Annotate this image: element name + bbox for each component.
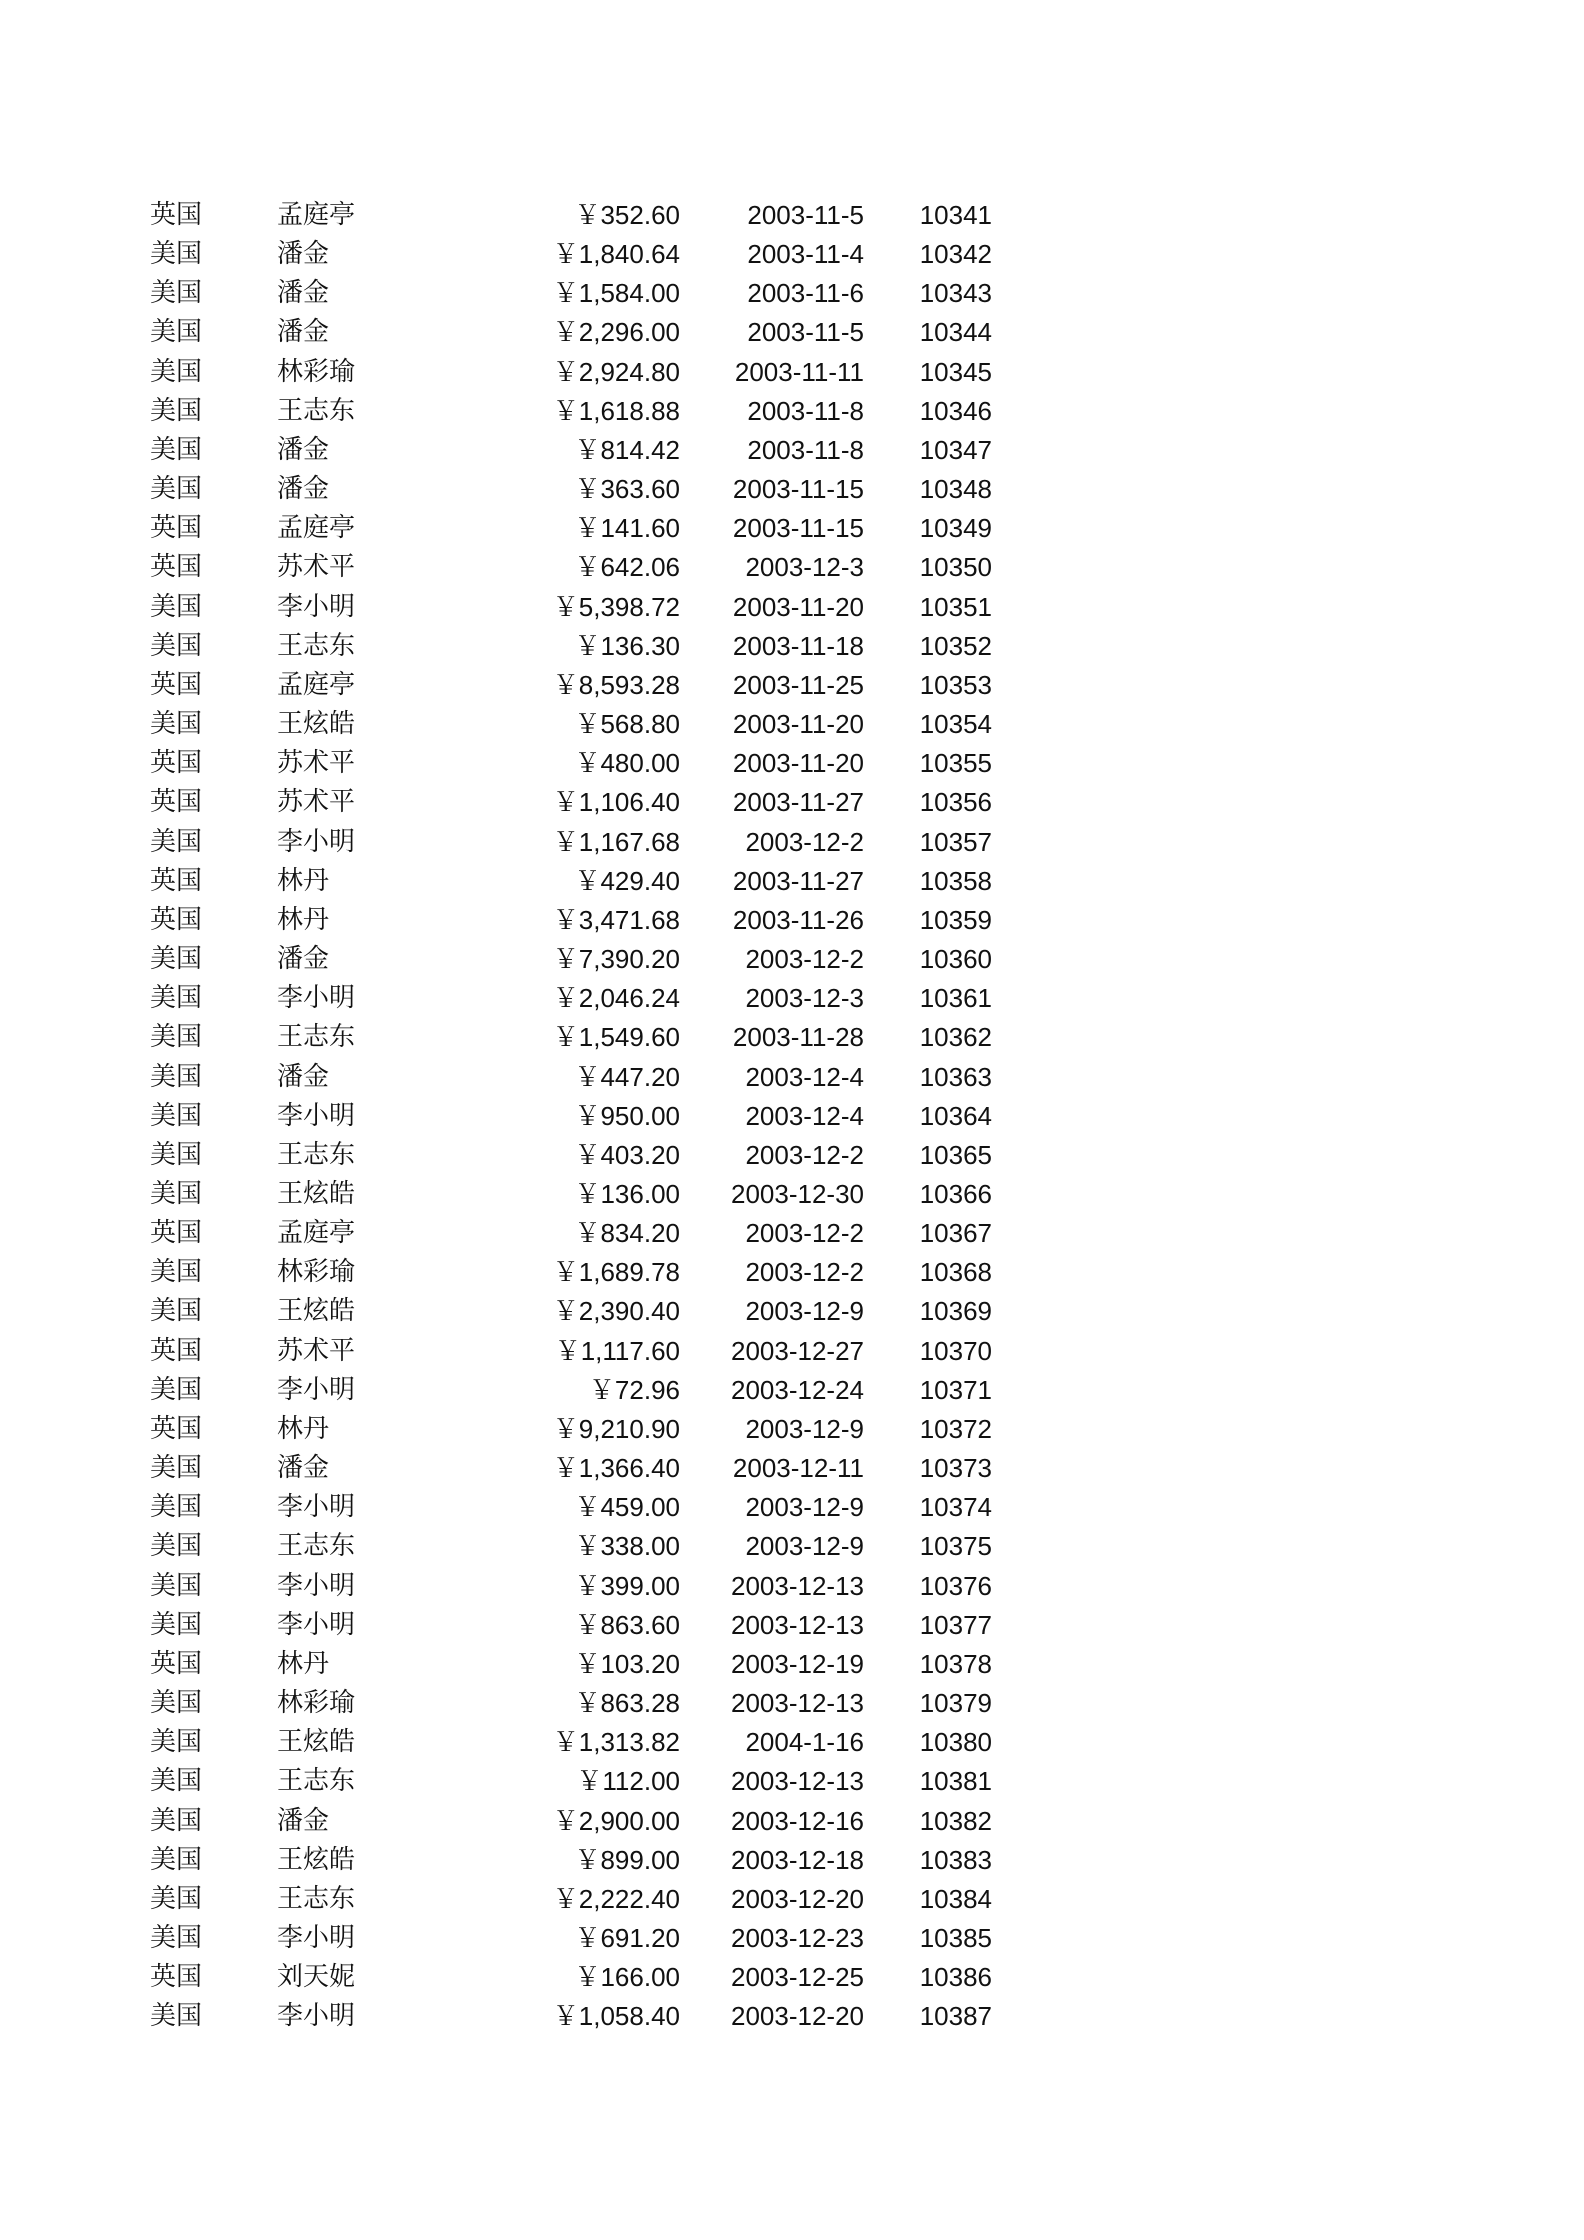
order-date-cell: 2003-11-26 (732, 905, 864, 935)
country-cell: 美国 (150, 239, 203, 269)
order-id-cell: 10360 (919, 944, 992, 974)
order-date-cell: 2003-12-2 (745, 1257, 864, 1287)
salesperson-cell: 李小明 (277, 1610, 356, 1640)
amount-cell: ￥834.20 (574, 1218, 680, 1248)
country-cell: 英国 (150, 1962, 203, 1992)
country-cell: 美国 (150, 1375, 203, 1405)
order-date-cell: 2003-12-4 (745, 1101, 864, 1131)
order-id-cell: 10348 (919, 474, 992, 504)
amount-cell: ￥1,313.82 (552, 1727, 680, 1757)
country-cell: 英国 (150, 748, 203, 778)
table-row (0, 1958, 1584, 1997)
country-cell: 美国 (150, 709, 203, 739)
amount-cell: ￥9,210.90 (552, 1414, 680, 1444)
table-row (0, 1997, 1584, 2036)
country-cell: 英国 (150, 670, 203, 700)
country-cell: 英国 (150, 1649, 203, 1679)
table-row (0, 783, 1584, 822)
salesperson-cell: 林彩瑜 (277, 357, 356, 387)
country-cell: 美国 (150, 1884, 203, 1914)
country-cell: 英国 (150, 513, 203, 543)
amount-cell: ￥480.00 (574, 748, 680, 778)
order-date-cell: 2003-11-20 (732, 592, 864, 622)
salesperson-cell: 王炫皓 (277, 1296, 356, 1326)
salesperson-cell: 潘金 (277, 944, 330, 974)
order-id-cell: 10343 (919, 278, 992, 308)
table-row (0, 1292, 1584, 1331)
table-row (0, 1136, 1584, 1175)
order-date-cell: 2003-12-2 (745, 827, 864, 857)
order-id-cell: 10384 (919, 1884, 992, 1914)
order-id-cell: 10361 (919, 983, 992, 1013)
order-id-cell: 10346 (919, 396, 992, 426)
amount-cell: ￥1,840.64 (552, 239, 680, 269)
order-id-cell: 10371 (919, 1375, 992, 1405)
salesperson-cell: 孟庭亭 (277, 200, 356, 230)
amount-cell: ￥5,398.72 (552, 592, 680, 622)
table-row (0, 235, 1584, 274)
table-row (0, 666, 1584, 705)
country-cell: 美国 (150, 1140, 203, 1170)
table-row (0, 627, 1584, 666)
table-row (0, 1880, 1584, 1919)
country-cell: 英国 (150, 787, 203, 817)
country-cell: 美国 (150, 1923, 203, 1953)
order-id-cell: 10352 (919, 631, 992, 661)
order-date-cell: 2003-11-27 (732, 787, 864, 817)
country-cell: 美国 (150, 1806, 203, 1836)
country-cell: 美国 (150, 1296, 203, 1326)
amount-cell: ￥399.00 (574, 1571, 680, 1601)
amount-cell: ￥863.60 (574, 1610, 680, 1640)
order-id-cell: 10380 (919, 1727, 992, 1757)
salesperson-cell: 李小明 (277, 1101, 356, 1131)
amount-cell: ￥1,117.60 (554, 1336, 680, 1366)
amount-cell: ￥103.20 (574, 1649, 680, 1679)
amount-cell: ￥814.42 (574, 435, 680, 465)
amount-cell: ￥429.40 (574, 866, 680, 896)
order-date-cell: 2003-12-20 (731, 2001, 864, 2031)
salesperson-cell: 王志东 (277, 396, 356, 426)
order-id-cell: 10383 (919, 1845, 992, 1875)
country-cell: 美国 (150, 1062, 203, 1092)
order-date-cell: 2003-12-3 (745, 983, 864, 1013)
salesperson-cell: 孟庭亭 (277, 1218, 356, 1248)
salesperson-cell: 王志东 (277, 1884, 356, 1914)
table-row (0, 1332, 1584, 1371)
country-cell: 美国 (150, 2001, 203, 2031)
order-id-cell: 10375 (919, 1531, 992, 1561)
amount-cell: ￥459.00 (574, 1492, 680, 1522)
amount-cell: ￥72.96 (588, 1375, 680, 1405)
order-date-cell: 2003-11-20 (732, 709, 864, 739)
order-date-cell: 2003-11-15 (732, 474, 864, 504)
amount-cell: ￥1,584.00 (552, 278, 680, 308)
order-date-cell: 2003-12-13 (731, 1610, 864, 1640)
order-id-cell: 10363 (919, 1062, 992, 1092)
salesperson-cell: 林丹 (277, 905, 330, 935)
country-cell: 美国 (150, 944, 203, 974)
order-date-cell: 2004-1-16 (745, 1727, 864, 1757)
country-cell: 英国 (150, 866, 203, 896)
order-id-cell: 10372 (919, 1414, 992, 1444)
order-id-cell: 10378 (919, 1649, 992, 1679)
table-row (0, 431, 1584, 470)
table-row (0, 196, 1584, 235)
order-id-cell: 10365 (919, 1140, 992, 1170)
order-id-cell: 10342 (919, 239, 992, 269)
country-cell: 美国 (150, 1845, 203, 1875)
order-id-cell: 10357 (919, 827, 992, 857)
order-date-cell: 2003-11-11 (734, 357, 864, 387)
table-row (0, 705, 1584, 744)
salesperson-cell: 孟庭亭 (277, 513, 356, 543)
table-row (0, 1253, 1584, 1292)
order-id-cell: 10353 (919, 670, 992, 700)
order-id-cell: 10382 (919, 1806, 992, 1836)
table-row (0, 901, 1584, 940)
order-date-cell: 2003-12-25 (731, 1962, 864, 1992)
country-cell: 美国 (150, 317, 203, 347)
amount-cell: ￥447.20 (574, 1062, 680, 1092)
amount-cell: ￥1,167.68 (552, 827, 680, 857)
order-id-cell: 10345 (919, 357, 992, 387)
table-row (0, 1802, 1584, 1841)
table-row (0, 1919, 1584, 1958)
table-row (0, 1449, 1584, 1488)
salesperson-cell: 刘天妮 (277, 1962, 356, 1992)
order-date-cell: 2003-12-19 (731, 1649, 864, 1679)
table-row (0, 470, 1584, 509)
order-date-cell: 2003-12-4 (745, 1062, 864, 1092)
country-cell: 美国 (150, 396, 203, 426)
salesperson-cell: 王志东 (277, 1531, 356, 1561)
order-id-cell: 10368 (919, 1257, 992, 1287)
salesperson-cell: 王炫皓 (277, 1845, 356, 1875)
country-cell: 美国 (150, 1101, 203, 1131)
table-row (0, 1567, 1584, 1606)
order-date-cell: 2003-11-5 (747, 200, 864, 230)
order-date-cell: 2003-11-18 (732, 631, 864, 661)
table-row (0, 823, 1584, 862)
amount-cell: ￥899.00 (574, 1845, 680, 1875)
salesperson-cell: 林丹 (277, 866, 330, 896)
salesperson-cell: 林丹 (277, 1649, 330, 1679)
amount-cell: ￥2,390.40 (552, 1296, 680, 1326)
order-id-cell: 10341 (919, 200, 992, 230)
amount-cell: ￥136.00 (574, 1179, 680, 1209)
order-date-cell: 2003-12-11 (732, 1453, 864, 1483)
amount-cell: ￥863.28 (574, 1688, 680, 1718)
amount-cell: ￥352.60 (574, 200, 680, 230)
salesperson-cell: 李小明 (277, 2001, 356, 2031)
order-date-cell: 2003-12-2 (745, 1140, 864, 1170)
country-cell: 美国 (150, 1688, 203, 1718)
salesperson-cell: 李小明 (277, 1492, 356, 1522)
order-id-cell: 10351 (919, 592, 992, 622)
table-row (0, 274, 1584, 313)
table-row (0, 1762, 1584, 1801)
order-id-cell: 10366 (919, 1179, 992, 1209)
salesperson-cell: 潘金 (277, 1806, 330, 1836)
country-cell: 美国 (150, 827, 203, 857)
order-id-cell: 10373 (919, 1453, 992, 1483)
order-date-cell: 2003-12-24 (731, 1375, 864, 1405)
salesperson-cell: 潘金 (277, 1453, 330, 1483)
table-row (0, 1723, 1584, 1762)
country-cell: 英国 (150, 1218, 203, 1248)
order-id-cell: 10385 (919, 1923, 992, 1953)
amount-cell: ￥7,390.20 (552, 944, 680, 974)
order-date-cell: 2003-11-5 (747, 317, 864, 347)
order-id-cell: 10370 (919, 1336, 992, 1366)
salesperson-cell: 潘金 (277, 278, 330, 308)
country-cell: 英国 (150, 1336, 203, 1366)
country-cell: 英国 (150, 905, 203, 935)
amount-cell: ￥642.06 (574, 552, 680, 582)
order-date-cell: 2003-11-4 (747, 239, 864, 269)
amount-cell: ￥1,106.40 (552, 787, 680, 817)
order-id-cell: 10344 (919, 317, 992, 347)
country-cell: 美国 (150, 1179, 203, 1209)
salesperson-cell: 王志东 (277, 1766, 356, 1796)
salesperson-cell: 林彩瑜 (277, 1257, 356, 1287)
amount-cell: ￥2,296.00 (552, 317, 680, 347)
salesperson-cell: 潘金 (277, 317, 330, 347)
amount-cell: ￥338.00 (574, 1531, 680, 1561)
table-row (0, 744, 1584, 783)
order-date-cell: 2003-12-9 (745, 1531, 864, 1561)
order-date-cell: 2003-11-8 (747, 396, 864, 426)
amount-cell: ￥950.00 (574, 1101, 680, 1131)
amount-cell: ￥1,549.60 (552, 1022, 680, 1052)
salesperson-cell: 苏术平 (277, 748, 356, 778)
country-cell: 美国 (150, 1531, 203, 1561)
table-row (0, 1410, 1584, 1449)
order-date-cell: 2003-12-20 (731, 1884, 864, 1914)
salesperson-cell: 李小明 (277, 1375, 356, 1405)
order-id-cell: 10350 (919, 552, 992, 582)
order-id-cell: 10374 (919, 1492, 992, 1522)
order-date-cell: 2003-12-13 (731, 1766, 864, 1796)
table-row (0, 588, 1584, 627)
order-id-cell: 10364 (919, 1101, 992, 1131)
amount-cell: ￥2,222.40 (552, 1884, 680, 1914)
salesperson-cell: 李小明 (277, 592, 356, 622)
order-date-cell: 2003-12-16 (731, 1806, 864, 1836)
country-cell: 美国 (150, 1453, 203, 1483)
country-cell: 英国 (150, 1414, 203, 1444)
order-date-cell: 2003-11-8 (747, 435, 864, 465)
amount-cell: ￥1,058.40 (552, 2001, 680, 2031)
order-date-cell: 2003-12-9 (745, 1414, 864, 1444)
country-cell: 美国 (150, 1610, 203, 1640)
order-date-cell: 2003-12-2 (745, 944, 864, 974)
table-row (0, 940, 1584, 979)
order-id-cell: 10349 (919, 513, 992, 543)
order-id-cell: 10386 (919, 1962, 992, 1992)
amount-cell: ￥136.30 (574, 631, 680, 661)
salesperson-cell: 潘金 (277, 239, 330, 269)
amount-cell: ￥2,900.00 (552, 1806, 680, 1836)
order-id-cell: 10369 (919, 1296, 992, 1326)
country-cell: 美国 (150, 278, 203, 308)
table-row (0, 1214, 1584, 1253)
amount-cell: ￥691.20 (574, 1923, 680, 1953)
order-date-cell: 2003-11-27 (732, 866, 864, 896)
amount-cell: ￥166.00 (574, 1962, 680, 1992)
amount-cell: ￥1,366.40 (552, 1453, 680, 1483)
salesperson-cell: 苏术平 (277, 1336, 356, 1366)
salesperson-cell: 李小明 (277, 983, 356, 1013)
salesperson-cell: 孟庭亭 (277, 670, 356, 700)
order-id-cell: 10355 (919, 748, 992, 778)
order-id-cell: 10376 (919, 1571, 992, 1601)
order-date-cell: 2003-12-23 (731, 1923, 864, 1953)
amount-cell: ￥1,689.78 (552, 1257, 680, 1287)
country-cell: 美国 (150, 983, 203, 1013)
amount-cell: ￥1,618.88 (552, 396, 680, 426)
order-id-cell: 10367 (919, 1218, 992, 1248)
table-row (0, 979, 1584, 1018)
salesperson-cell: 潘金 (277, 474, 330, 504)
table-row (0, 1018, 1584, 1057)
order-date-cell: 2003-11-28 (732, 1022, 864, 1052)
table-row (0, 1488, 1584, 1527)
order-date-cell: 2003-12-9 (745, 1296, 864, 1326)
order-date-cell: 2003-11-15 (732, 513, 864, 543)
country-cell: 美国 (150, 1257, 203, 1287)
order-id-cell: 10362 (919, 1022, 992, 1052)
order-id-cell: 10387 (919, 2001, 992, 2031)
salesperson-cell: 潘金 (277, 435, 330, 465)
table-row (0, 1527, 1584, 1566)
amount-cell: ￥8,593.28 (552, 670, 680, 700)
order-date-cell: 2003-12-13 (731, 1688, 864, 1718)
country-cell: 美国 (150, 474, 203, 504)
country-cell: 美国 (150, 592, 203, 622)
order-date-cell: 2003-12-13 (731, 1571, 864, 1601)
country-cell: 美国 (150, 1571, 203, 1601)
order-date-cell: 2003-12-2 (745, 1218, 864, 1248)
table-row (0, 1097, 1584, 1136)
order-date-cell: 2003-11-6 (747, 278, 864, 308)
country-cell: 美国 (150, 435, 203, 465)
salesperson-cell: 林丹 (277, 1414, 330, 1444)
country-cell: 美国 (150, 1766, 203, 1796)
order-date-cell: 2003-12-27 (731, 1336, 864, 1366)
table-row (0, 1645, 1584, 1684)
order-id-cell: 10356 (919, 787, 992, 817)
order-date-cell: 2003-12-30 (731, 1179, 864, 1209)
salesperson-cell: 李小明 (277, 1923, 356, 1953)
salesperson-cell: 王炫皓 (277, 1179, 356, 1209)
amount-cell: ￥2,046.24 (552, 983, 680, 1013)
order-id-cell: 10377 (919, 1610, 992, 1640)
order-date-cell: 2003-12-9 (745, 1492, 864, 1522)
table-row (0, 1371, 1584, 1410)
amount-cell: ￥112.00 (576, 1766, 680, 1796)
country-cell: 美国 (150, 631, 203, 661)
country-cell: 美国 (150, 357, 203, 387)
order-date-cell: 2003-12-3 (745, 552, 864, 582)
amount-cell: ￥2,924.80 (552, 357, 680, 387)
order-id-cell: 10381 (919, 1766, 992, 1796)
country-cell: 美国 (150, 1727, 203, 1757)
table-row (0, 353, 1584, 392)
order-date-cell: 2003-11-20 (732, 748, 864, 778)
salesperson-cell: 王炫皓 (277, 1727, 356, 1757)
order-date-cell: 2003-12-18 (731, 1845, 864, 1875)
table-row (0, 1175, 1584, 1214)
table-row (0, 548, 1584, 587)
country-cell: 英国 (150, 200, 203, 230)
table-row (0, 1606, 1584, 1645)
country-cell: 美国 (150, 1022, 203, 1052)
country-cell: 英国 (150, 552, 203, 582)
table-row (0, 862, 1584, 901)
table-row (0, 1841, 1584, 1880)
amount-cell: ￥3,471.68 (552, 905, 680, 935)
amount-cell: ￥363.60 (574, 474, 680, 504)
order-id-cell: 10379 (919, 1688, 992, 1718)
amount-cell: ￥141.60 (574, 513, 680, 543)
salesperson-cell: 王志东 (277, 1140, 356, 1170)
order-id-cell: 10347 (919, 435, 992, 465)
salesperson-cell: 李小明 (277, 827, 356, 857)
order-date-cell: 2003-11-25 (732, 670, 864, 700)
order-id-cell: 10359 (919, 905, 992, 935)
table-row (0, 1684, 1584, 1723)
amount-cell: ￥403.20 (574, 1140, 680, 1170)
salesperson-cell: 李小明 (277, 1571, 356, 1601)
salesperson-cell: 王炫皓 (277, 709, 356, 739)
salesperson-cell: 王志东 (277, 1022, 356, 1052)
salesperson-cell: 苏术平 (277, 552, 356, 582)
table-row (0, 392, 1584, 431)
order-id-cell: 10354 (919, 709, 992, 739)
salesperson-cell: 苏术平 (277, 787, 356, 817)
table-row (0, 313, 1584, 352)
amount-cell: ￥568.80 (574, 709, 680, 739)
salesperson-cell: 王志东 (277, 631, 356, 661)
table-row (0, 1058, 1584, 1097)
salesperson-cell: 潘金 (277, 1062, 330, 1092)
order-id-cell: 10358 (919, 866, 992, 896)
country-cell: 美国 (150, 1492, 203, 1522)
salesperson-cell: 林彩瑜 (277, 1688, 356, 1718)
table-row (0, 509, 1584, 548)
